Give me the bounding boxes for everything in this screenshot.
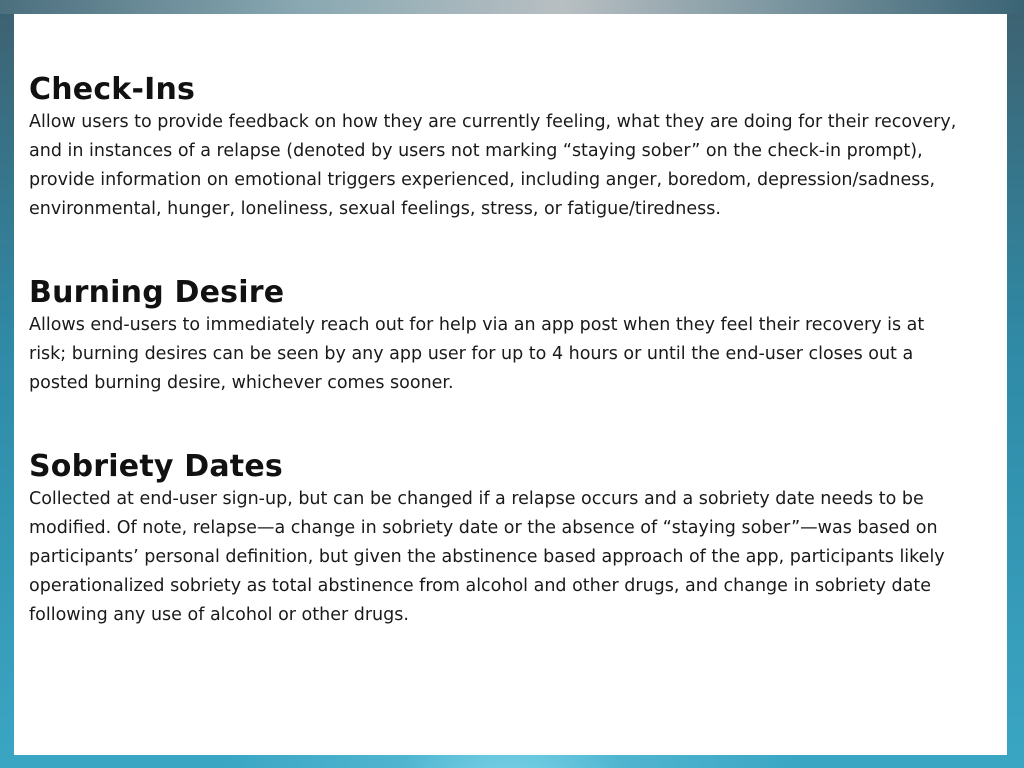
section-sobriety-dates bbox=[29, 449, 971, 630]
content-card bbox=[14, 14, 1007, 755]
background-top-strip bbox=[0, 0, 1024, 14]
section-body-burning-desire: Allows end-users to immediately reach out for help via an app post when they feel their recovery is at risk; burning desires can be seen by any app user for up to 4 hours or until the end-user closes out a posted burning desire, whichever comes sooner. bbox=[29, 315, 925, 393]
section-body-check-ins: Allow users to provide feedback on how they are currently feeling, what they are doing for their recovery, and in instances of a relapse (denoted by users not marking “staying sober” on the check-in prompt), provide information on emotional triggers experienced, including anger, boredom, depression/sadness, environmental, hunger, loneliness, sexual feelings, stress, or fatigue/tiredness. bbox=[29, 112, 957, 219]
section-heading-burning-desire: Burning Desire bbox=[29, 275, 285, 310]
section-body-sobriety-dates: Collected at end-user sign-up, but can be changed if a relapse occurs and a sobriety date needs to be modified. Of note, relapse—a change in sobriety date or the absence of “staying sober”—was based on participants’ personal definition, but given the abstinence based approach of the app, participants likely operationalized sobriety as total abstinence from alcohol and other drugs, and change in sobriety date following any use of alcohol or other drugs. bbox=[29, 489, 945, 625]
section-burning-desire bbox=[29, 275, 971, 398]
section-heading-check-ins: Check-Ins bbox=[29, 72, 196, 107]
section-heading-sobriety-dates: Sobriety Dates bbox=[29, 449, 283, 484]
section-check-ins bbox=[29, 72, 971, 224]
